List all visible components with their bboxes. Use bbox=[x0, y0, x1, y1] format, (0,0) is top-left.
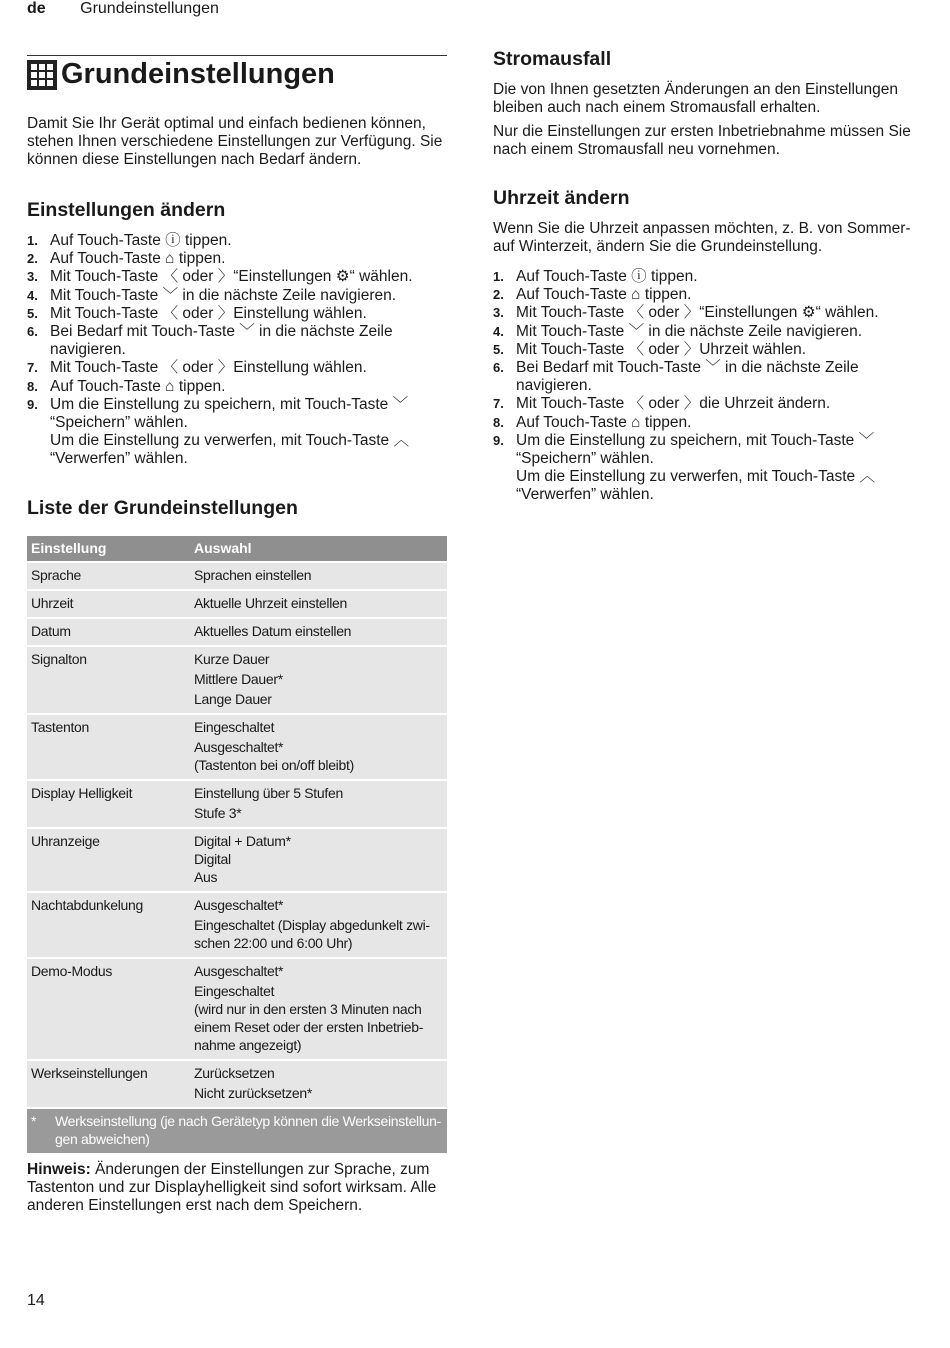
step-item bbox=[493, 414, 913, 432]
step-item bbox=[27, 323, 447, 359]
setting-name: Tastenton bbox=[27, 714, 190, 780]
table-row bbox=[27, 828, 447, 892]
note-label: Hinweis: bbox=[27, 1160, 91, 1178]
table-row bbox=[27, 590, 447, 618]
col-header-setting: Einstellung bbox=[27, 536, 190, 562]
step-text: Bei Bedarf mit Touch-Taste ﹀ in die nächste Zeile navigieren. bbox=[516, 359, 859, 395]
settings-grid-icon bbox=[27, 60, 57, 90]
step-item bbox=[493, 432, 913, 505]
step-item bbox=[493, 395, 913, 413]
time-heading: Uhrzeit ändern bbox=[493, 187, 630, 209]
table-row bbox=[27, 618, 447, 646]
table-row bbox=[27, 646, 447, 714]
step-number: 9. bbox=[493, 432, 504, 448]
setting-option: Ausgeschaltet* (Tastenton bei on/off bleibt) bbox=[194, 738, 354, 773]
change-heading: Einstellungen ändern bbox=[27, 199, 226, 221]
step-item bbox=[27, 359, 447, 377]
table-footnote-row bbox=[27, 1108, 447, 1153]
step-item bbox=[493, 323, 913, 341]
step-number: 1. bbox=[493, 269, 504, 284]
setting-option: Eingeschaltet (Display abgedunkelt zwi- schen 22:00 und 6:00 Uhr) bbox=[194, 916, 430, 951]
footnote-text: Werkseinstellung (je nach Gerätetyp können die Werkseinstellun- gen abweichen) bbox=[55, 1112, 442, 1147]
step-number: 7. bbox=[493, 396, 504, 412]
step-text: Auf Touch-Taste ⌂ tippen. bbox=[50, 377, 226, 395]
time-intro: Wenn Sie die Uhrzeit anpassen möchten, z. B. von Sommer- auf Winterzeit, ändern Sie die Grundeinstellung. bbox=[493, 220, 911, 255]
setting-options bbox=[190, 892, 447, 958]
step-item bbox=[27, 250, 447, 268]
setting-name: Display Helligkeit bbox=[27, 780, 190, 828]
step-number: 6. bbox=[493, 360, 504, 376]
note-paragraph bbox=[27, 1161, 447, 1215]
step-number: 4. bbox=[27, 287, 38, 303]
table-row bbox=[27, 958, 447, 1060]
step-text: Mit Touch-Taste 〈 oder 〉“Einstellungen ⚙“ wählen. bbox=[516, 304, 879, 322]
step-text: Um die Einstellung zu speichern, mit Touch-Taste ﹀ “Speichern” wählen. bbox=[50, 395, 409, 432]
table-row bbox=[27, 562, 447, 590]
step-continuation: Um die Einstellung zu verwerfen, mit Touch-Taste ︿ “Verwerfen” wählen. bbox=[516, 468, 875, 504]
note-text: Änderungen der Einstellungen zur Sprache, zum Tastenton und zur Displayhelligkeit sind sofort wirksam. Alle anderen Einstellungen erst nach dem Speichern. bbox=[27, 1160, 437, 1214]
step-continuation: Um die Einstellung zu verwerfen, mit Touch-Taste ︿ “Verwerfen” wählen. bbox=[50, 432, 409, 468]
setting-options bbox=[190, 590, 447, 618]
step-item bbox=[27, 232, 447, 250]
step-text: Auf Touch-Taste ⓘ tippen. bbox=[516, 268, 698, 285]
setting-option: Stufe 3* bbox=[194, 804, 242, 821]
table-row bbox=[27, 1060, 447, 1108]
step-item bbox=[493, 359, 913, 395]
setting-option: Lange Dauer bbox=[194, 690, 272, 707]
setting-name: Sprache bbox=[27, 562, 190, 590]
setting-name: Uhrzeit bbox=[27, 590, 190, 618]
setting-option: Sprachen einstellen bbox=[194, 566, 312, 583]
setting-option: Aktuelles Datum einstellen bbox=[194, 622, 352, 639]
step-number: 3. bbox=[493, 305, 504, 321]
setting-option: Ausgeschaltet* bbox=[194, 896, 284, 913]
setting-options bbox=[190, 618, 447, 646]
step-text: Um die Einstellung zu speichern, mit Touch-Taste ﹀ “Speichern” wählen. bbox=[516, 431, 875, 468]
settings-table bbox=[27, 536, 447, 1153]
table-row bbox=[27, 780, 447, 828]
step-text: Mit Touch-Taste 〈 oder 〉Einstellung wählen. bbox=[50, 359, 367, 377]
step-number: 9. bbox=[27, 396, 38, 412]
setting-option: Eingeschaltet bbox=[194, 718, 275, 735]
setting-option: Mittlere Dauer* bbox=[194, 670, 283, 687]
setting-options bbox=[190, 714, 447, 780]
step-item bbox=[27, 268, 447, 286]
language-code: de bbox=[27, 0, 46, 17]
setting-option: Zurücksetzen bbox=[194, 1064, 275, 1081]
setting-options bbox=[190, 958, 447, 1060]
left-column bbox=[27, 55, 447, 1221]
step-number: 7. bbox=[27, 360, 38, 376]
step-item bbox=[493, 341, 913, 359]
step-number: 6. bbox=[27, 324, 38, 340]
step-number: 4. bbox=[493, 323, 504, 339]
table-header-row bbox=[27, 536, 447, 562]
step-item bbox=[493, 304, 913, 322]
step-text: Mit Touch-Taste 〈 oder 〉die Uhrzeit ändern. bbox=[516, 395, 831, 413]
step-item bbox=[27, 396, 447, 469]
step-text: Mit Touch-Taste 〈 oder 〉Uhrzeit wählen. bbox=[516, 340, 807, 358]
step-text: Mit Touch-Taste ﹀ in die nächste Zeile navigieren. bbox=[50, 286, 397, 304]
time-steps-list bbox=[493, 268, 913, 505]
header-section: Grundeinstellungen bbox=[80, 0, 219, 17]
footnote-star: * bbox=[31, 1112, 37, 1129]
page-header bbox=[27, 0, 219, 18]
step-number: 8. bbox=[493, 414, 504, 430]
table-row bbox=[27, 892, 447, 958]
setting-option: Eingeschaltet (wird nur in den ersten 3 Minuten nach einem Reset oder der ersten Inbetrieb- nahme angezeigt) bbox=[194, 982, 424, 1053]
setting-options bbox=[190, 828, 447, 892]
step-item bbox=[27, 287, 447, 305]
setting-name: Demo-Modus bbox=[27, 958, 190, 1060]
step-item bbox=[27, 378, 447, 396]
setting-option: Digital + Datum* Digital Aus bbox=[194, 832, 291, 885]
setting-options bbox=[190, 1060, 447, 1108]
step-number: 2. bbox=[493, 287, 504, 303]
change-steps-list bbox=[27, 232, 447, 469]
step-number: 2. bbox=[27, 251, 38, 267]
table-footnote bbox=[27, 1108, 447, 1153]
table-row bbox=[27, 714, 447, 780]
step-number: 1. bbox=[27, 233, 38, 248]
right-column bbox=[493, 48, 913, 505]
setting-name: Nachtabdunkelung bbox=[27, 892, 190, 958]
setting-option: Ausgeschaltet* bbox=[194, 962, 284, 979]
step-text: Bei Bedarf mit Touch-Taste ﹀ in die nächste Zeile navigieren. bbox=[50, 323, 393, 359]
setting-options bbox=[190, 562, 447, 590]
step-text: Mit Touch-Taste 〈 oder 〉“Einstellungen ⚙“ wählen. bbox=[50, 268, 413, 286]
col-header-options: Auswahl bbox=[190, 536, 447, 562]
step-text: Auf Touch-Taste ⌂ tippen. bbox=[516, 413, 692, 431]
setting-options bbox=[190, 646, 447, 714]
step-text: Mit Touch-Taste 〈 oder 〉Einstellung wählen. bbox=[50, 304, 367, 322]
intro-paragraph: Damit Sie Ihr Gerät optimal und einfach bedienen können, stehen Ihnen verschiedene Einstellungen zur Verfügung. Sie können diese Einstellungen nach Bedarf ändern. bbox=[27, 115, 443, 168]
page-title: Grundeinstellungen bbox=[61, 58, 335, 90]
step-item bbox=[493, 268, 913, 286]
setting-name: Werkseinstellungen bbox=[27, 1060, 190, 1108]
step-number: 5. bbox=[27, 305, 38, 321]
step-item bbox=[27, 305, 447, 323]
title-row bbox=[27, 55, 447, 91]
power-paragraph-2: Nur die Einstellungen zur ersten Inbetriebnahme müssen Sie nach einem Stromausfall neu vornehmen. bbox=[493, 123, 911, 158]
setting-option: Einstellung über 5 Stufen bbox=[194, 784, 343, 801]
setting-option: Nicht zurücksetzen* bbox=[194, 1084, 313, 1101]
step-number: 3. bbox=[27, 269, 38, 285]
step-number: 5. bbox=[493, 341, 504, 357]
setting-name: Datum bbox=[27, 618, 190, 646]
step-text: Auf Touch-Taste ⌂ tippen. bbox=[50, 250, 226, 268]
list-heading: Liste der Grundeinstellungen bbox=[27, 496, 298, 519]
power-paragraph-1: Die von Ihnen gesetzten Änderungen an den Einstellungen bleiben auch nach einem Stromausfall erhalten. bbox=[493, 81, 899, 116]
step-text: Mit Touch-Taste ﹀ in die nächste Zeile navigieren. bbox=[516, 322, 863, 340]
setting-name: Uhranzeige bbox=[27, 828, 190, 892]
page-number: 14 bbox=[27, 1292, 45, 1309]
setting-option: Kurze Dauer bbox=[194, 650, 270, 667]
setting-name: Signalton bbox=[27, 646, 190, 714]
step-text: Auf Touch-Taste ⌂ tippen. bbox=[516, 286, 692, 304]
power-heading: Stromausfall bbox=[493, 48, 612, 70]
step-text: Auf Touch-Taste ⓘ tippen. bbox=[50, 232, 232, 249]
step-number: 8. bbox=[27, 378, 38, 394]
setting-options bbox=[190, 780, 447, 828]
step-item bbox=[493, 286, 913, 304]
setting-option: Aktuelle Uhrzeit einstellen bbox=[194, 594, 347, 611]
